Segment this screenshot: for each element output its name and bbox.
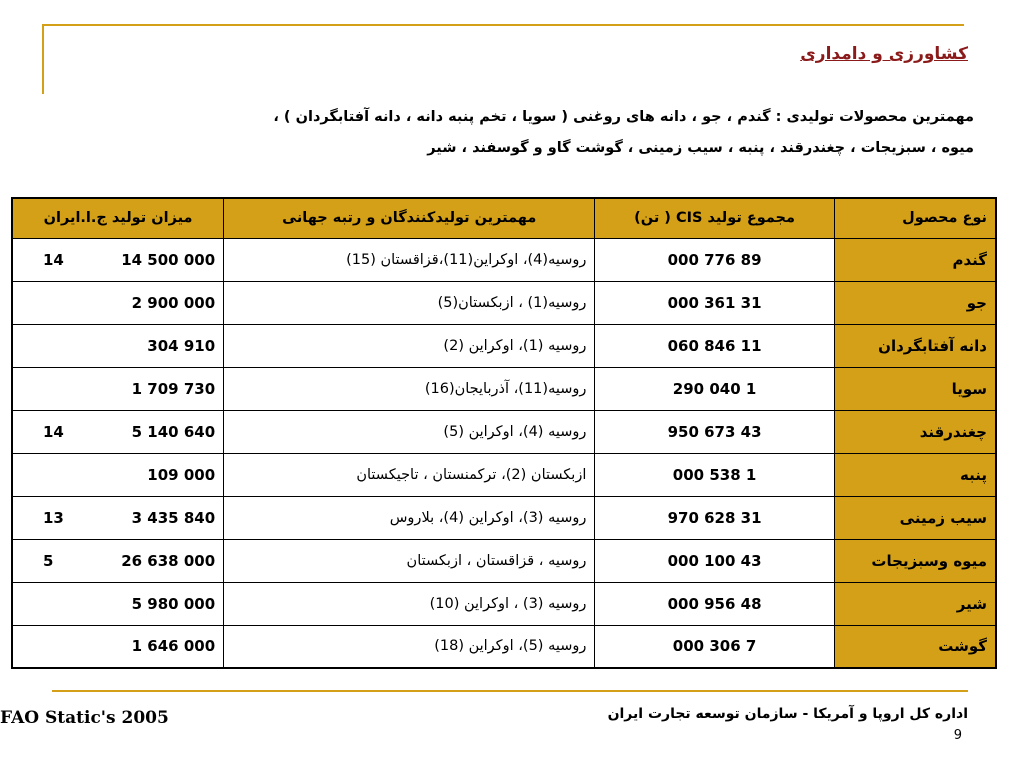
cell-cis-production: 31 361 000 <box>595 281 834 324</box>
cell-product: سویا <box>834 367 996 410</box>
table-row <box>12 539 996 582</box>
header-producers: مهمترین تولیدکنندگان و رتبه جهانی <box>224 198 595 238</box>
cell-top-producers: روسیه(4)، اوکراین(11)،قزاقستان (15) <box>224 238 595 281</box>
cell-product: جو <box>834 281 996 324</box>
cell-cis-production: 89 776 000 <box>595 238 834 281</box>
cell-iran-production <box>12 238 224 281</box>
cell-top-producers: روسیه ، قزاقستان ، ازبکستان <box>224 539 595 582</box>
production-table <box>11 197 997 669</box>
header-cis: مجموع تولید CIS ( تن) <box>595 198 834 238</box>
table-row <box>12 238 996 281</box>
cell-iran-production <box>12 496 224 539</box>
page-title: کشاورزی و دامداری <box>800 44 968 64</box>
table-row <box>12 324 996 367</box>
cell-cis-production: 31 628 970 <box>595 496 834 539</box>
cell-top-producers: ازبکستان (2)، ترکمنستان ، تاجیکستان <box>224 453 595 496</box>
top-border-line <box>42 24 964 26</box>
iran-amount: 26 638 000 <box>121 551 216 570</box>
cell-iran-production <box>12 281 224 324</box>
cell-product: میوه وسبزیجات <box>834 539 996 582</box>
page-number: 9 <box>953 728 962 743</box>
table-row <box>12 410 996 453</box>
cell-top-producers: روسیه (4)، اوکراین (5) <box>224 410 595 453</box>
table-row <box>12 625 996 668</box>
iran-world-rank: 5 <box>43 551 54 570</box>
cell-cis-production: 1 040 290 <box>595 367 834 410</box>
cell-iran-production <box>12 367 224 410</box>
cell-top-producers: روسیه(11)، آذربایجان(16) <box>224 367 595 410</box>
iran-amount: 1 646 000 <box>131 637 216 656</box>
cell-top-producers: روسیه (3)، اوکراین (4)، بلاروس <box>224 496 595 539</box>
footer-organization: اداره کل اروپا و آمریکا - سازمان توسعه تجارت ایران <box>607 706 968 722</box>
table-row <box>12 582 996 625</box>
table-row <box>12 496 996 539</box>
cell-iran-production <box>12 625 224 668</box>
iran-amount: 5 980 000 <box>131 594 216 613</box>
table-row <box>12 281 996 324</box>
cell-product: گوشت <box>834 625 996 668</box>
cell-product: چغندرقند <box>834 410 996 453</box>
cell-product: سیب زمینی <box>834 496 996 539</box>
cell-iran-production <box>12 453 224 496</box>
cell-iran-production <box>12 582 224 625</box>
iran-amount: 1 709 730 <box>131 379 216 398</box>
iran-world-rank: 14 <box>43 250 64 269</box>
cell-cis-production: 43 100 000 <box>595 539 834 582</box>
table-row <box>12 453 996 496</box>
left-border-line <box>42 24 44 94</box>
cell-cis-production: 11 846 060 <box>595 324 834 367</box>
intro-line-2: میوه ، سبزیجات ، چغندرقند ، پنبه ، سیب زمینی ، گوشت گاو و گوسفند ، شیر <box>427 140 974 156</box>
iran-amount: 2 900 000 <box>131 293 216 312</box>
cell-product: دانه آفتابگردان <box>834 324 996 367</box>
header-iran: میزان تولید ج.ا.ایران <box>12 198 224 238</box>
iran-amount: 109 000 <box>147 465 216 484</box>
table-header-row <box>12 198 996 238</box>
cell-product: گندم <box>834 238 996 281</box>
cell-iran-production <box>12 410 224 453</box>
header-product: نوع محصول <box>834 198 996 238</box>
cell-iran-production <box>12 539 224 582</box>
cell-cis-production: 43 673 950 <box>595 410 834 453</box>
cell-top-producers: روسیه (3) ، اوکراین (10) <box>224 582 595 625</box>
bottom-divider <box>52 690 968 692</box>
table-body <box>12 238 996 668</box>
iran-world-rank: 13 <box>43 508 64 527</box>
iran-amount: 14 500 000 <box>121 250 216 269</box>
cell-cis-production: 1 538 000 <box>595 453 834 496</box>
cell-product: شیر <box>834 582 996 625</box>
intro-text <box>214 102 974 164</box>
cell-product: پنبه <box>834 453 996 496</box>
cell-top-producers: روسیه(1) ، ازبکستان(5) <box>224 281 595 324</box>
cell-top-producers: روسیه (1)، اوکراین (2) <box>224 324 595 367</box>
iran-amount: 5 140 640 <box>131 422 216 441</box>
cell-cis-production: 7 306 000 <box>595 625 834 668</box>
cell-iran-production <box>12 324 224 367</box>
cell-top-producers: روسیه (5)، اوکراین (18) <box>224 625 595 668</box>
table-row <box>12 367 996 410</box>
source-note: FAO Static's 2005 <box>0 708 169 728</box>
iran-world-rank: 14 <box>43 422 64 441</box>
iran-amount: 304 910 <box>147 336 216 355</box>
intro-line-1: مهمترین محصولات تولیدی : گندم ، جو ، دانه های روغنی ( سویا ، تخم پنبه دانه ، دانه آفتابگردان ) ، <box>273 109 974 125</box>
cell-cis-production: 48 956 000 <box>595 582 834 625</box>
iran-amount: 3 435 840 <box>131 508 216 527</box>
